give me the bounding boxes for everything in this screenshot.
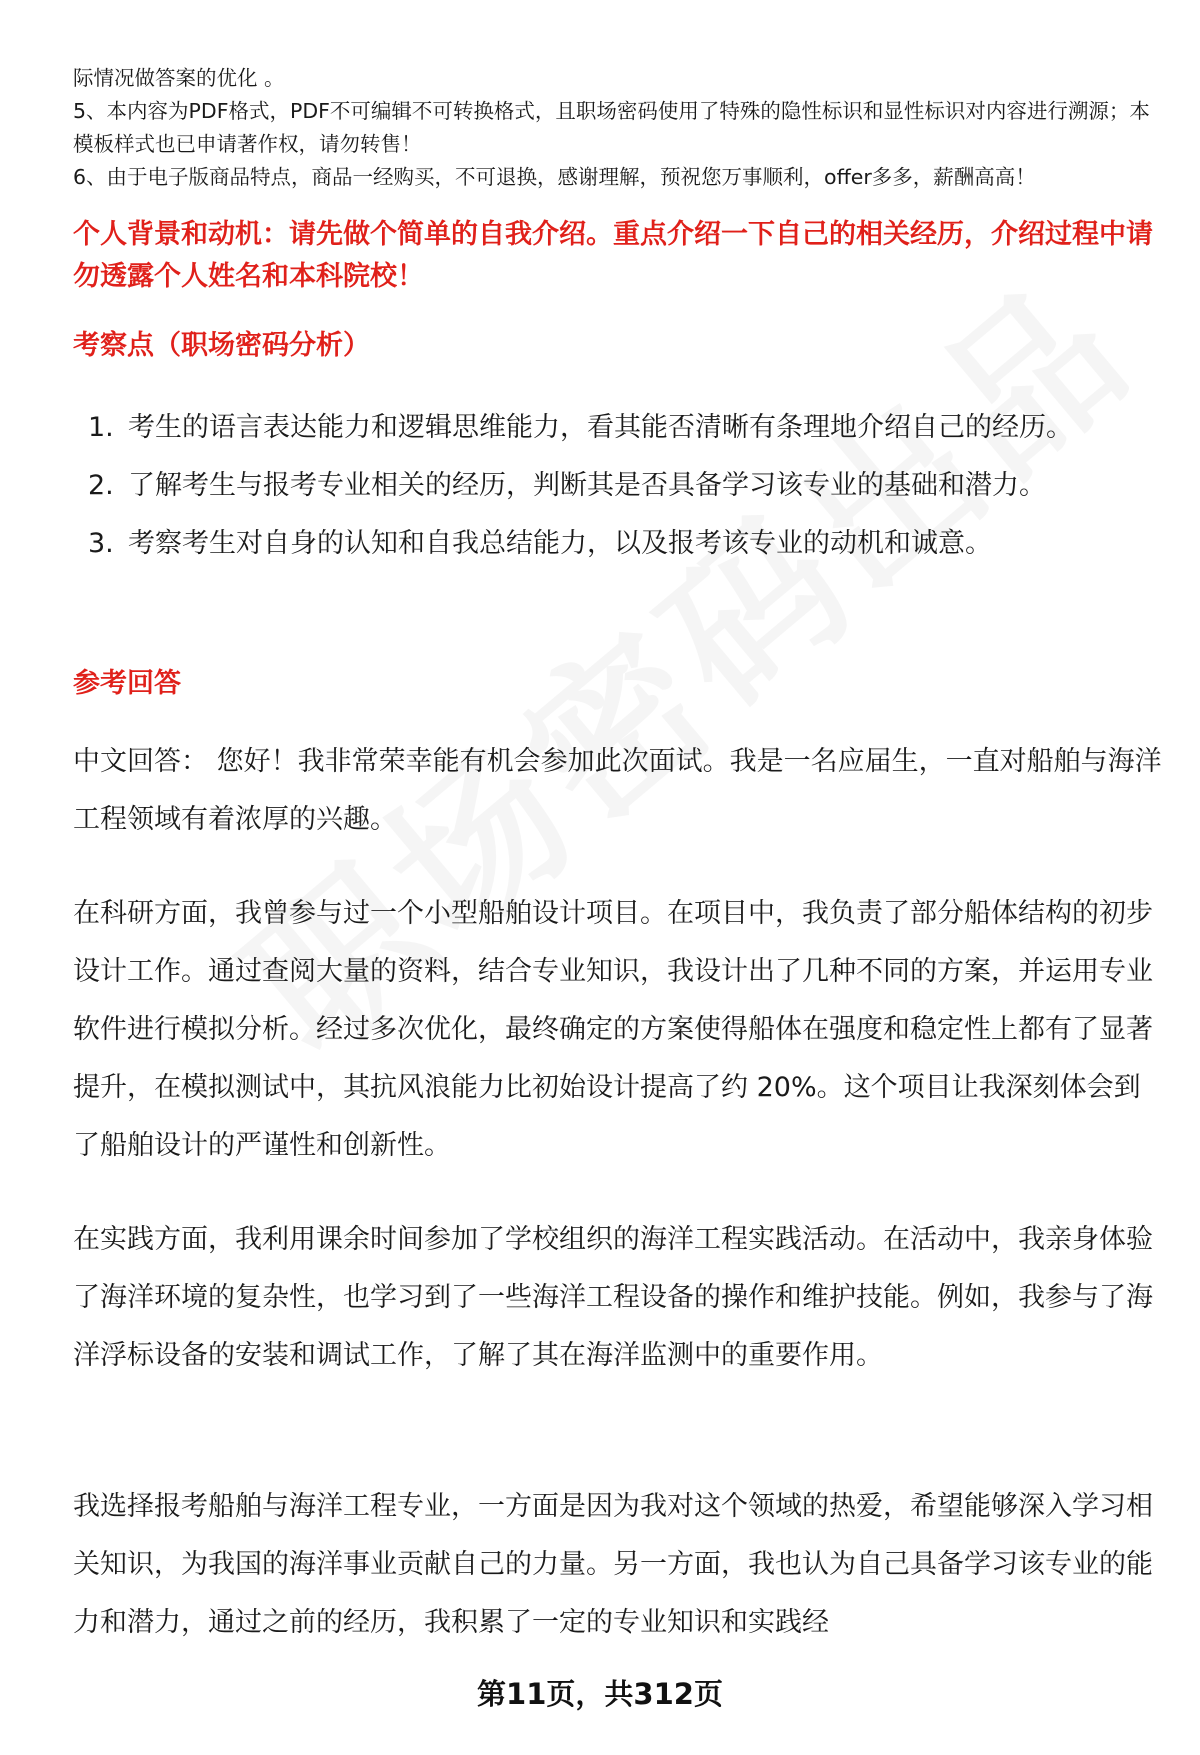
list-number: 3. [88, 528, 114, 559]
exam-points-title: 考察点（职场密码分析） [73, 330, 370, 361]
answer-paragraph: 中文回答： 您好！我非常荣幸能有机会参加此次面试。我是一名应届生，一直对船舶与海洋工程领域有着浓厚的兴趣。 [73, 746, 1162, 835]
exam-points-list [73, 399, 1133, 573]
reference-title: 参考回答 [73, 668, 181, 699]
list-item [73, 515, 1133, 573]
question-heading: 个人背景和动机：请先做个简单的自我介绍。重点介绍一下自己的相关经历，介绍过程中请勿透露个人姓名和本科院校！ [73, 219, 1153, 292]
list-item [73, 399, 1133, 457]
note-line: 际情况做答案的优化 。 [73, 66, 285, 90]
note-line: 6、由于电子版商品特点，商品一经购买，不可退换，感谢理解，预祝您万事顺利，offer多多，薪酬高高！ [73, 165, 1036, 189]
list-item-text: 考生的语言表达能力和逻辑思维能力，看其能否清晰有条理地介绍自己的经历。 [128, 412, 1073, 443]
list-number: 1. [88, 412, 114, 443]
notes-block [73, 62, 1163, 194]
answer-paragraph: 在科研方面，我曾参与过一个小型船舶设计项目。在项目中，我负责了部分船体结构的初步设计工作。通过查阅大量的资料，结合专业知识，我设计出了几种不同的方案，并运用专业软件进行模拟分析。经过多次优化，最终确定的方案使得船体在强度和稳定性上都有了显著提升，在模拟测试中，其抗风浪能力比初始设计提高了约 20%。这个项目让我深刻体会到了船舶设计的严谨性和创新性。 [73, 898, 1153, 1161]
answer-paragraph: 我选择报考船舶与海洋工程专业，一方面是因为我对这个领域的热爱，希望能够深入学习相关知识，为我国的海洋事业贡献自己的力量。另一方面，我也认为自己具备学习该专业的能力和潜力，通过之前的经历，我积累了一定的专业知识和实践经 [73, 1491, 1153, 1638]
list-item [73, 457, 1133, 515]
list-item-text: 了解考生与报考专业相关的经历，判断其是否具备学习该专业的基础和潜力。 [128, 470, 1046, 501]
list-number: 2. [88, 470, 114, 501]
list-item-text: 考察考生对自身的认知和自我总结能力，以及报考该专业的动机和诚意。 [128, 528, 992, 559]
answer-paragraph: 在实践方面，我利用课余时间参加了学校组织的海洋工程实践活动。在活动中，我亲身体验了海洋环境的复杂性，也学习到了一些海洋工程设备的操作和维护技能。例如，我参与了海洋浮标设备的安装和调试工作，了解了其在海洋监测中的重要作用。 [73, 1224, 1153, 1371]
page-footer: 第11页，共312页 [477, 1677, 723, 1711]
note-line: 5、本内容为PDF格式，PDF不可编辑不可转换格式，且职场密码使用了特殊的隐性标识和显性标识对内容进行溯源；本模板样式也已申请著作权，请勿转售！ [73, 99, 1150, 156]
